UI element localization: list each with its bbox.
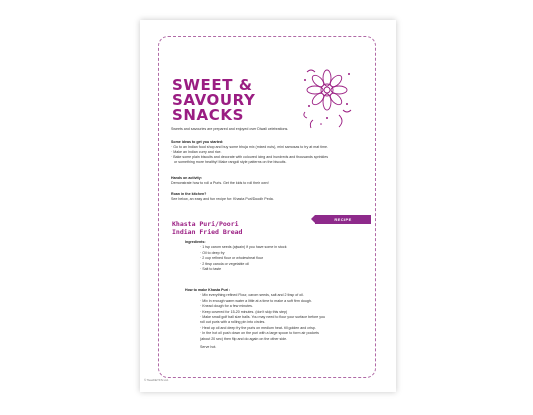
list-item: · Mix everything refined Flour, carom seeds, salt and 2 tbsp of oil. — [188, 293, 348, 298]
kitchen-section — [171, 192, 346, 202]
document-page — [140, 20, 396, 392]
list-item: · In the hot oil push down on the puri with a large spoon to form air pockets — [188, 331, 348, 336]
method-label: How to make Khasta Puri : — [185, 288, 231, 292]
recipe-title-line1: Khasta Puri/Poori — [172, 220, 239, 228]
list-item: · Oil to deep fry — [188, 251, 348, 256]
recipe-title — [172, 220, 242, 236]
list-item: · Bake some plain biscuits and decorate with coloured icing and hundreds and thousands sprinkles — [171, 155, 346, 160]
ingredients-label: Ingredients: — [185, 240, 206, 244]
kitchen-text: See below, an easy and fun recipe for: Khasta Puri/Doodh Peda. — [171, 197, 274, 201]
hands-heading: Hands on activity: — [171, 176, 202, 180]
list-item: · Go to an Indian food shop and buy some bhuja mix (mixed nuts), mini samosas to try at mat time. — [171, 145, 346, 150]
list-item: · 2 cup refined flour or wholewheat flour — [188, 256, 348, 261]
list-item: · Keep covered for 15-20 minutes. (don't skip this step) — [188, 310, 348, 315]
list-item: or something more healthy! Make rangoli style patterns on the biscuits. — [174, 160, 287, 164]
recipe-title-line2: Indian Fried Bread — [172, 228, 243, 236]
hands-on-section — [171, 176, 346, 186]
recipe-tab-label: RECIPE — [315, 215, 371, 224]
copyright-footer: © TeachEYFS Ltd. — [144, 378, 169, 382]
list-item: · Salt to taste — [188, 267, 348, 272]
ingredients-section — [185, 240, 348, 272]
list-item: · Make an Indian curry and rice. — [171, 150, 346, 155]
list-item: · 2 tbsp canola or vegetable oil — [188, 262, 348, 267]
kitchen-heading: Roan in the kitchen? — [171, 192, 207, 196]
list-item: · Knead dough for a few minutes. — [188, 304, 348, 309]
serve-text: Serve hot. — [200, 345, 217, 350]
page-title: SWEET & SAVOURY SNACKS — [172, 76, 256, 124]
list-item: · 1 tsp carom seeds (ajwain) if you have some in stock — [188, 245, 348, 250]
intro-text: Sweets and savouries are prepared and enjoyed over Diwali celebrations. — [171, 127, 289, 131]
list-item: (about 20 sec) then flip and do again on the other side. — [200, 336, 288, 341]
list-item: roll out puris with a rolling pin into circles. — [200, 320, 266, 325]
method-section — [185, 288, 348, 350]
hands-text: Demonstrate how to roll a Puris. Get the kids to roll their own! — [171, 181, 269, 185]
list-item: · Mix in enough warm water a little at a time to make a soft firm dough. — [188, 299, 348, 304]
list-item: · Make small golf ball size balls. You may need to flour your surface before you — [188, 315, 348, 320]
ideas-section — [171, 140, 346, 165]
mandala-flower-icon — [295, 60, 355, 130]
ideas-heading: Some ideas to get you started: — [171, 140, 224, 144]
list-item: · Heat up oil and deep fry the puris on medium heat- till golden and crisp. — [188, 326, 348, 331]
